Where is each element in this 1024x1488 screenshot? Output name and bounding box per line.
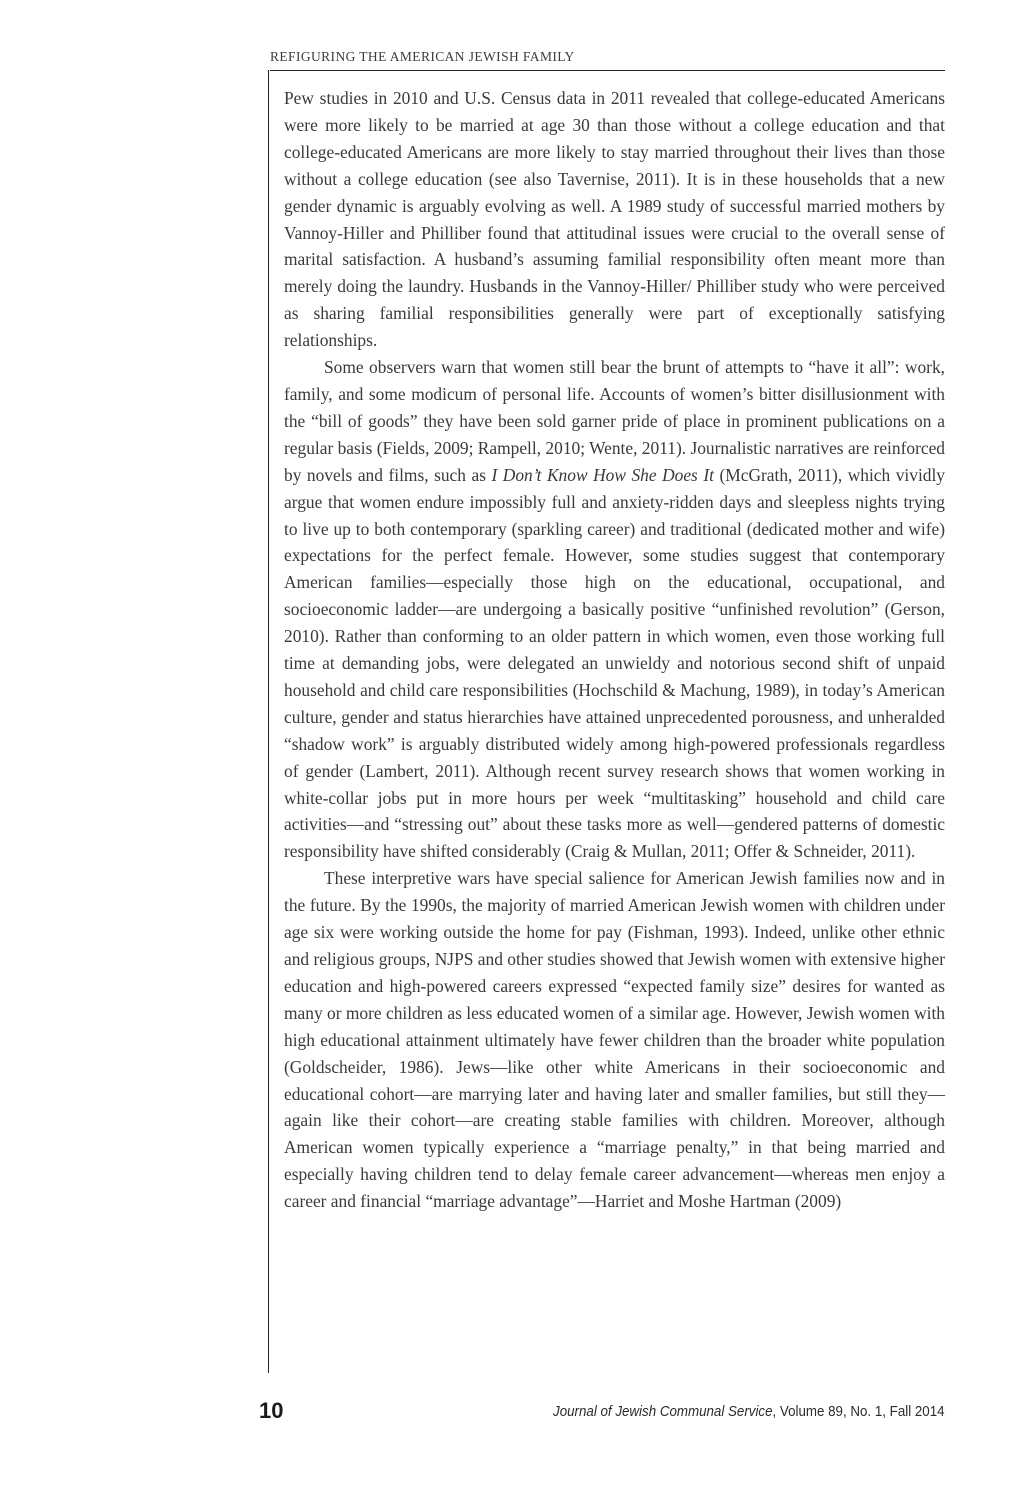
running-head: REFIGURING THE AMERICAN JEWISH FAMILY bbox=[270, 49, 575, 64]
film-title: I Don’t Know How She Does It bbox=[491, 464, 714, 485]
journal-citation bbox=[553, 1404, 945, 1420]
journal-title: Journal of Jewish Communal Service bbox=[553, 1404, 773, 1420]
margin-rule bbox=[268, 70, 269, 1373]
paragraph-2 bbox=[284, 354, 945, 865]
article-body bbox=[284, 85, 945, 1215]
page-number: 10 bbox=[259, 1398, 284, 1423]
header-rule bbox=[270, 70, 945, 71]
paragraph-3: These interpretive wars have special salience for American Jewish families now and in the future. By the 1990s, the majority of married American Jewish women with children under age six were working outside the home for pay (Fishman, 1993). Indeed, unlike other ethnic and religious groups, NJPS and other studies showed that Jewish women with extensive higher education and high-powered careers expressed “expected family size” desires for wanted as many or more children as less educated women of a similar age. However, Jewish women with high educational attainment ultimately have fewer children than the broader white population (Goldscheider, 1986). Jews—like other white Americans in their socioeconomic and educational cohort—are marrying later and having later and smaller families, but still they—again like their cohort—are creating stable families with children. Moreover, although American women typically experience a “marriage penalty,” in that being married and especially having children tend to delay female career advancement—whereas men enjoy a career and financial “marriage advantage”—Harriet and Moshe Hartman (2009) bbox=[284, 868, 945, 1212]
paragraph-2-text-a: Some observers warn that women still bear the brunt of attempts to “have it all”: work, family, and some modicum of personal life. Accounts of women’s bitter disillusionment with the “bill of goods” they have been sold garner pride of place in prominent publications on a regular basis (Fields, 2009; Rampell, 2010; Wente, 2011). Journalistic narratives are reinforced by novels and films, such as bbox=[284, 357, 945, 485]
paragraph-2-text-b: (McGrath, 2011), which vividly argue that women endure impossibly full and anxiety-ridden days and sleepless nights trying to live up to both contemporary (sparkling career) and traditional (dedicated mother and wife) expectations for the perfect female. However, some studies suggest that contemporary American families—especially those high on the educational, occupational, and socioeconomic ladder—are undergoing a basically positive “unfinished revolution” (Gerson, 2010). Rather than conforming to an older pattern in which women, even those working full time at demanding jobs, were delegated an unwieldy and notorious second shift of unpaid household and child care responsibilities (Hochschild & Machung, 1989), in today’s American culture, gender and status hierarchies have attained unprecedented porousness, and unheralded “shadow work” is arguably distributed widely among high-powered professionals regardless of gender (Lambert, 2011). Although recent survey research shows that women working in white-collar jobs put in more hours per week “multitasking” household and child care activities—and “stressing out” about these tasks more as well—gendered patterns of domestic responsibility have shifted considerably (Craig & Mullan, 2011; Offer & Schneider, 2011). bbox=[284, 464, 945, 862]
paragraph-1: Pew studies in 2010 and U.S. Census data in 2011 revealed that college-educated Americans were more likely to be married at age 30 than those without a college education and that college-educated Americans are more likely to stay married throughout their lives than those without a college education (see also Tavernise, 2011). It is in these households that a new gender dynamic is arguably evolving as well. A 1989 study of successful married mothers by Vannoy-Hiller and Philliber found that attitudinal issues were crucial to the overall sense of marital satisfaction. A husband’s assuming familial responsibility often meant more than merely doing the laundry. Husbands in the Vannoy-Hiller/ Philliber study who were perceived as sharing familial responsibilities generally were part of exceptionally satisfying relationships. bbox=[284, 88, 945, 351]
journal-details: , Volume 89, No. 1, Fall 2014 bbox=[772, 1404, 945, 1420]
